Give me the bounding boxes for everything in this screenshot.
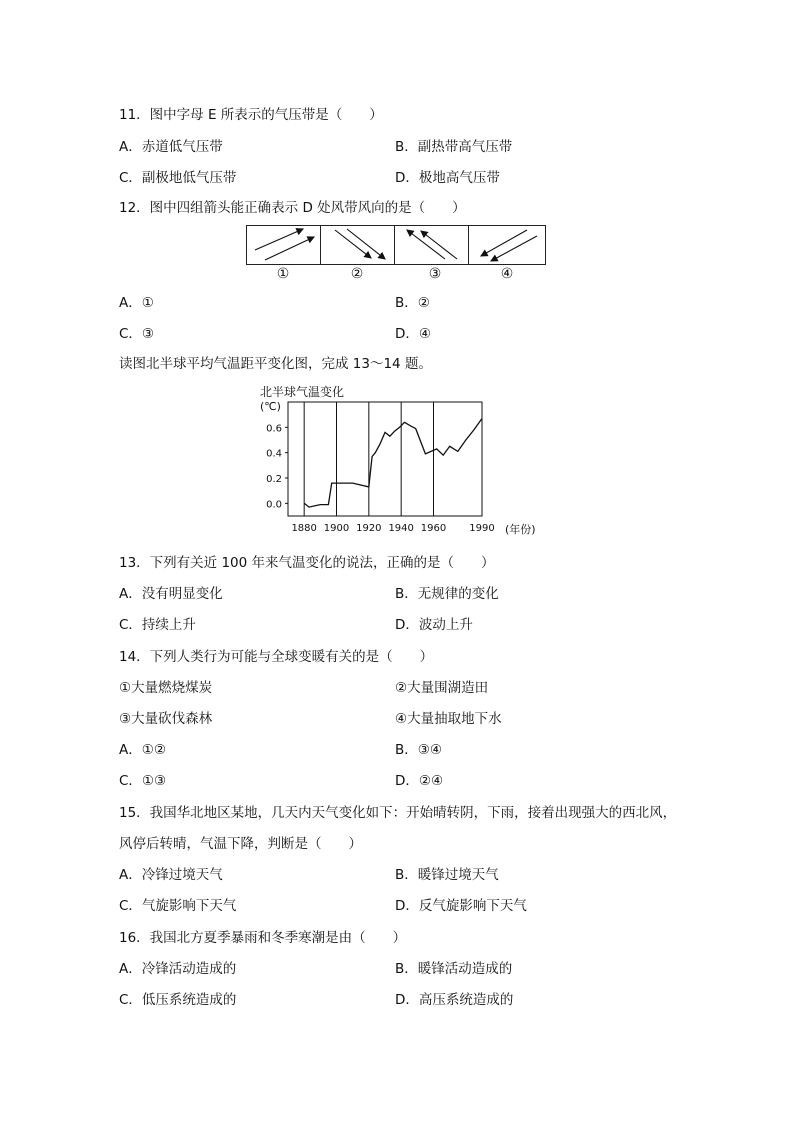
arrow-pair-northeast-icon xyxy=(247,226,321,264)
q14-stem: 14．下列人类行为可能与全球变暖有关的是（ ） xyxy=(119,649,434,665)
q13-option-b: B．无规律的变化 xyxy=(395,586,499,602)
x-tick-label-4: 1960 xyxy=(420,523,447,534)
q16-option-c: C．低压系统造成的 xyxy=(119,992,237,1008)
q15-option-c: C．气旋影响下天气 xyxy=(119,898,237,914)
arrow-cell-1 xyxy=(247,226,321,264)
y-tick-label-1: 0.2 xyxy=(266,474,282,485)
q14-option-a: A．①② xyxy=(119,742,166,758)
q14-item-4: ④大量抽取地下水 xyxy=(395,711,502,727)
temperature-chart xyxy=(250,380,550,540)
chart-frame xyxy=(288,402,482,516)
q14-option-c: C．①③ xyxy=(119,773,167,789)
q14-item-1: ①大量燃烧煤炭 xyxy=(119,680,213,696)
y-tick-label-0: 0.0 xyxy=(266,499,282,511)
q11-option-d: D．极地高气压带 xyxy=(395,170,500,186)
q13-stem: 13．下列有关近 100 年来气温变化的说法，正确的是（ ） xyxy=(119,555,495,571)
q12-option-d: D．④ xyxy=(395,326,431,342)
q12-option-a: A．① xyxy=(119,295,154,311)
chart-ylabel: (℃) xyxy=(260,400,281,413)
x-tick-label-1: 1900 xyxy=(323,523,350,534)
arrow-pair-northwest-icon xyxy=(395,226,469,264)
q16-option-a: A．冷锋活动造成的 xyxy=(119,961,237,977)
q13-option-c: C．持续上升 xyxy=(119,617,196,633)
q13-option-d: D．波动上升 xyxy=(395,617,473,633)
q11-option-c: C．副极地低气压带 xyxy=(119,170,237,186)
q13-option-a: A．没有明显变化 xyxy=(119,586,223,602)
figure-label-2: ② xyxy=(350,266,364,282)
figure-label-4: ④ xyxy=(500,266,514,282)
arrow-pair-southwest-icon xyxy=(469,226,545,264)
x-tick-label-0: 1880 xyxy=(291,523,317,534)
q16-option-d: D．高压系统造成的 xyxy=(395,992,514,1008)
q15-option-b: B．暖锋过境天气 xyxy=(395,867,499,883)
q14-option-d: D．②④ xyxy=(395,773,444,789)
wind-arrow-figure xyxy=(246,225,546,265)
arrow-cell-3 xyxy=(395,226,469,264)
q15-option-a: A．冷锋过境天气 xyxy=(119,867,223,883)
arrow-cell-2 xyxy=(321,226,395,264)
q12-stem: 12．图中四组箭头能正确表示 D 处风带风向的是（ ） xyxy=(119,200,466,216)
chart-title: 北半球气温变化 xyxy=(260,385,345,399)
q16-option-b: B．暖锋活动造成的 xyxy=(395,961,513,977)
q12-option-c: C．③ xyxy=(119,326,155,342)
x-tick-label-2: 1920 xyxy=(356,523,382,534)
q14-option-b: B．③④ xyxy=(395,742,442,758)
q11-option-b: B．副热带高气压带 xyxy=(395,139,513,155)
figure-label-1: ① xyxy=(276,266,290,282)
arrow-cell-4 xyxy=(469,226,543,264)
q15-stem-line2: 风停后转晴，气温下降，判断是（ ） xyxy=(119,836,362,852)
q12-option-b: B．② xyxy=(395,295,430,311)
y-tick-label-2: 0.4 xyxy=(266,448,282,460)
q15-stem-line1: 15．我国华北地区某地，几天内天气变化如下：开始晴转阴，下雨，接着出现强大的西北风， xyxy=(119,805,677,821)
q16-stem: 16．我国北方夏季暴雨和冬季寒潮是由（ ） xyxy=(119,930,407,946)
q14-item-3: ③大量砍伐森林 xyxy=(119,711,213,727)
temperature-line xyxy=(304,419,482,508)
chart-xlabel: (年份) xyxy=(505,523,536,536)
q14-item-2: ②大量围湖造田 xyxy=(395,680,489,696)
chart-intro: 读图北半球平均气温距平变化图，完成 13～14 题。 xyxy=(119,356,432,372)
x-tick-label-3: 1940 xyxy=(388,523,414,534)
arrow-pair-southeast-icon xyxy=(321,226,395,264)
y-tick-label-3: 0.6 xyxy=(266,423,282,435)
x-tick-label-5: 1990 xyxy=(469,523,495,534)
q11-option-a: A．赤道低气压带 xyxy=(119,139,223,155)
figure-label-3: ③ xyxy=(428,266,442,282)
q11-stem: 11．图中字母 E 所表示的气压带是（ ） xyxy=(119,107,383,123)
q15-option-d: D．反气旋影响下天气 xyxy=(395,898,527,914)
